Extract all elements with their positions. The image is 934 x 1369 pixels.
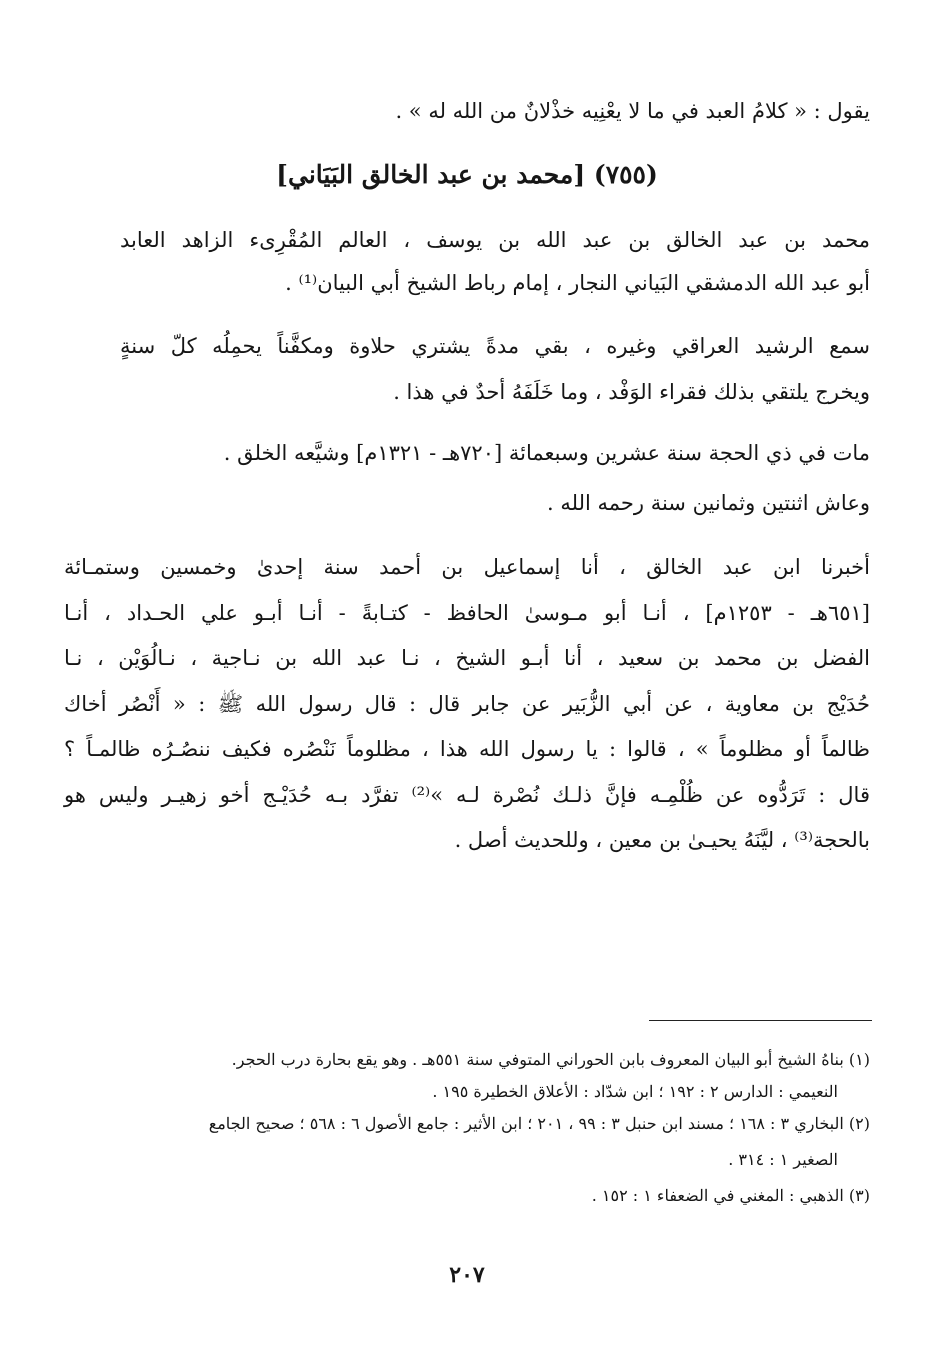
- paragraph-4-line-1: أخبرنا ابن عبد الخالق ، أنا إسماعيل بن أحمد سنة إحدىٰ وخمسين وستمـائة: [64, 555, 870, 579]
- paragraph-4: [64, 545, 870, 864]
- footnote-3-text: الذهبي : المغني في الضعفاء ١ : ١٥٢ .: [591, 1186, 844, 1205]
- paragraph-4-line-7: بالحجة⁽³⁾ ، ليَّنَهُ يحيـىٰ بن معين ، وللحديث أصل .: [454, 828, 870, 852]
- paragraph-2-line-2: ويخرج يلتقي بذلك فقراء الوَفْد ، وما خَلَفَهُ أحدٌ في هذا .: [393, 380, 870, 404]
- footnote-1-text: بناهُ الشيخ أبو البيان المعروف بابن الحوراني المتوفي سنة ٥٥١هـ . وهو يقع بحارة درب الحجر.: [231, 1050, 844, 1069]
- paragraph-2-line-1: سمع الرشيد العراقي وغيره ، بقي مدةً يشتري حلاوة ومكفَّناً يحمِلُه كلّ سنةٍ: [120, 334, 870, 358]
- footnote-1-line-1: [232, 1049, 870, 1071]
- paragraph-3-line-2: وعاش اثنتين وثمانين سنة رحمه الله .: [547, 491, 870, 515]
- entry-heading: (٧٥٥) [محمد بن عبد الخالق البَيَاني]: [276, 160, 658, 189]
- paragraph-3-line-1: مات في ذي الحجة سنة عشرين وسبعمائة [٧٢٠هـ - ١٣٢١م] وشيَّعه الخلق .: [223, 441, 870, 465]
- top-line: يقول : « كلامُ العبد في ما لا يعْنِيه خذْلانٌ من الله له » .: [395, 99, 870, 123]
- footnote-2-marker: (٢): [848, 1114, 870, 1133]
- paragraph-4-line-6: قال : تَرَدُّوه عن ظُلْمِـه فإنَّ ذلـك نُصْرة لـه »⁽²⁾ تفرَّد بـه حُدَيْـج أخو زهيـر وليس هو: [64, 782, 870, 807]
- footnote-2-text: البخاري ٣ : ١٦٨ ؛ مسند ابن حنبل ٣ : ٩٩ ، ٢٠١ ؛ ابن الأثير : جامع الأصول ٦ : ٥٦٨ ؛ صحيح الجامع: [208, 1114, 844, 1133]
- page-number: ٢٠٧: [449, 1262, 485, 1288]
- paragraph-4-line-5: ظالماً أو مظلوماً » ، قالوا : يا رسول الله هذا ، مظلوماً نَنْصُره فكيف ننصُـرُه ظالمـاً ؟: [64, 737, 870, 761]
- footnote-1-line-2: النعيمي : الدارس ٢ : ١٩٢ ؛ ابن شدّاد : الأعلاق الخطيرة ١٩٥ .: [432, 1082, 838, 1101]
- footnote-3-line-1: [592, 1185, 870, 1207]
- footnote-1-marker: (١): [848, 1050, 870, 1069]
- footnote-3-marker: (٣): [848, 1186, 870, 1205]
- paragraph-4-line-4: حُدَيْج بن معاوية ، عن أبي الزُّبَير عن جابر قال : قال رسول الله ﷺ : « أَنْصُر أخاك: [64, 691, 870, 716]
- paragraph-4-line-3: الفضل بن محمد بن سعيد ، أنا أبـو الشيخ ، نـا عبد الله بن نـاجية ، نـالُوَيْن ، نـا: [64, 646, 870, 670]
- paragraph-2: [120, 326, 870, 368]
- paragraph-4-line-2: [٦٥١هـ - ١٢٥٣م] ، أنـا أبو مـوسىٰ الحافظ - كتـابةً - أنـا أبـو علي الحـداد ، أنـا: [64, 600, 870, 625]
- paragraph-1-line-1: محمد بن عبد الخالق بن عبد الله بن يوسف ، العالم المُقْرِىء الزاهد العابد: [120, 228, 870, 252]
- paragraph-1-line-2: أبو عبد الله الدمشقي البَياني النجار ، إمام رباط الشيخ أبي البيان⁽¹⁾ .: [285, 271, 870, 295]
- footnote-separator: [649, 1020, 872, 1021]
- paragraph-1: [120, 220, 870, 262]
- footnote-2-line-2: الصغير ١ : ٣١٤ .: [728, 1150, 838, 1169]
- footnote-2-line-1: [209, 1113, 870, 1135]
